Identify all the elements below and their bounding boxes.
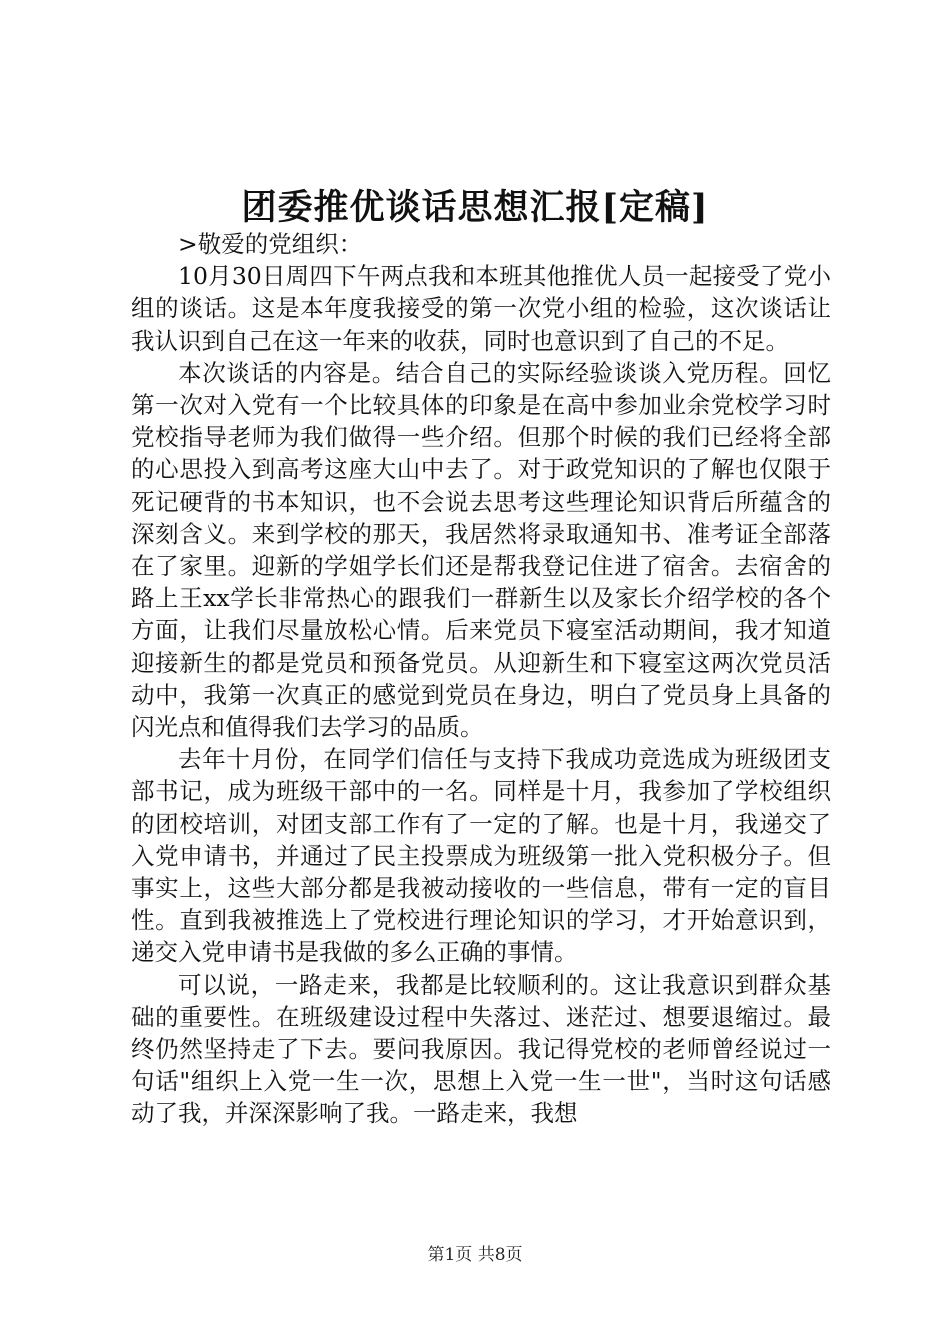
paragraph-4: 可以说，一路走来，我都是比较顺利的。这让我意识到群众基础的重要性。在班级建设过程中失落过、迷茫过、想要退缩过。最终仍然坚持走了下去。要问我原因。我记得党校的老师曾经说过一句话"组织上入党一生一次，思想上入党一生一世"，当时这句话感动了我，并深深影响了我。一路走来，我想 [131, 970, 831, 1128]
page-indicator: 第1页 共8页 [427, 1245, 523, 1265]
paragraph-1: 10月30日周四下午两点我和本班其他推优人员一起接受了党小组的谈话。这是本年度我接受的第一次党小组的检验，这次谈话让我认识到自己在这一年来的收获，同时也意识到了自己的不足。 [131, 262, 831, 355]
paragraph-3: 去年十月份，在同学们信任与支持下我成功竞选成为班级团支部书记，成为班级干部中的一名。同样是十月，我参加了学校组织的团校培训，对团支部工作有了一定的了解。也是十月，我递交了入党申请书，并通过了民主投票成为班级第一批入党积极分子。但事实上，这些大部分都是我被动接收的一些信息，带有一定的盲目性。直到我被推选上了党校进行理论知识的学习，才开始意识到，递交入党申请书是我做的多么正确的事情。 [131, 745, 831, 967]
paragraph-2: 本次谈话的内容是。结合自己的实际经验谈谈入党历程。回忆第一次对入党有一个比较具体的印象是在高中参加业余党校学习时党校指导老师为我们做得一些介绍。但那个时候的我们已经将全部的心思投入到高考这座大山中去了。对于政党知识的了解也仅限于死记硬背的书本知识，也不会说去思考这些理论知识背后所蕴含的深刻含义。来到学校的那天，我居然将录取通知书、准考证全部落在了家里。迎新的学姐学长们还是帮我登记住进了宿舍。去宿舍的路上王xx学长非常热心的跟我们一群新生以及家长介绍学校的各个方面，让我们尽量放松心情。后来党员下寝室活动期间，我才知道迎接新生的都是党员和预备党员。从迎新生和下寝室这两次党员活动中，我第一次真正的感觉到党员在身边，明白了党员身上具备的闪光点和值得我们去学习的品质。 [131, 358, 831, 742]
document-body [131, 228, 831, 1130]
document-title: 团委推优谈话思想汇报[定稿] [241, 187, 709, 228]
salutation: >敬爱的党组织： [178, 230, 363, 258]
